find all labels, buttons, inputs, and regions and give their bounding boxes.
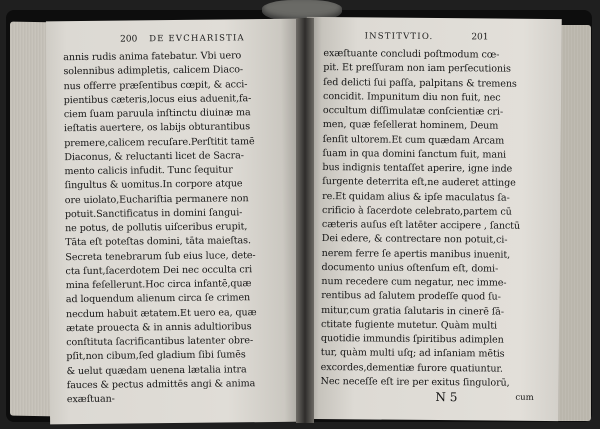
text-line: exæſtuante concludi poſtmodum cœ- <box>323 48 500 61</box>
text-line: Nec neceſſe eſt ire per exitus ſingulorū, <box>320 375 510 389</box>
left-page-number: 200 <box>120 34 138 45</box>
left-running-head <box>120 33 245 44</box>
text-line: mento calicis infudit. Tunc ſequitur <box>64 164 233 178</box>
text-line: Diaconus, & reluctanti licet de Sacra- <box>64 150 244 163</box>
text-line: Dei edere, & contrectare non potuit,ci- <box>321 233 508 246</box>
left-running-title: DE EVCHARISTIA <box>149 33 245 45</box>
text-line: ad loquendum alienum circa ſe crimen <box>65 292 251 306</box>
text-line: ieſtatis auertere, os labijs obturantibus <box>63 121 251 135</box>
text-line: ſenſit ultorem.Et cum quædam Arcam <box>322 133 505 147</box>
text-line: tur, quàm multi uſq; ad inſaniam mētis <box>320 347 505 360</box>
text-line: exæſtuan- <box>66 393 115 406</box>
text-line: occultum diſſimulatæ conſcientiæ cri- <box>322 105 504 118</box>
text-line: bus indignis tentaſſet aperire, igne inde <box>322 162 513 175</box>
right-page-number: 201 <box>471 32 489 43</box>
text-line: nerem ferre ſe apertis manibus inuenit, <box>321 247 511 261</box>
text-line: premere,calicem recuſare.Perſtitit tamē <box>64 135 255 149</box>
text-line: ore uiolato,Euchariſtia permanere non <box>64 192 249 206</box>
text-line: cta ſunt,ſacerdotem Dei nec occulta cri <box>65 263 253 277</box>
left-page-text <box>63 49 257 407</box>
text-line: ſuam in qua domini ſanctum fuit, mani <box>322 147 507 161</box>
text-line: num recedere cum negatur, nec imme- <box>321 276 507 289</box>
text-line: pientibus cæteris,locus eius aduenit,fa- <box>63 92 252 106</box>
text-line: excordes,dementiæ furore quatiuntur. <box>320 361 503 375</box>
text-line: nus offerre præſentibus cœpit, & acci- <box>63 78 248 92</box>
text-line: ctitate fugiente mutetur. Quàm multi <box>321 318 498 332</box>
left-page <box>46 19 305 425</box>
text-line: ſed delicti ſui paſſa, palpitans & tremens <box>323 76 517 90</box>
text-line: concidit. Impunitum diu non fuit, nec <box>323 90 501 104</box>
text-line: fauces & pectus admittēs angi & anima <box>66 377 256 391</box>
text-line: re.Et quidam alius & ipſe maculatus ſa- <box>322 190 510 204</box>
text-line: ne potus, de pollutis uiſceribus erupit, <box>65 221 248 235</box>
signature-mark: N 5 <box>435 390 458 405</box>
text-line: mina feſellerunt.Hoc circa infantē,quæ <box>65 278 252 292</box>
text-line: documento unius oſtenſum eſt, domi- <box>321 261 499 275</box>
right-running-head <box>365 31 489 42</box>
book-gutter <box>296 18 314 423</box>
text-line: & uelut quædam uenena lætalia intra <box>66 363 247 377</box>
text-line: ætate prouecta & in annis adultioribus <box>66 320 252 334</box>
text-line: ſurgente deterrita eſt,ne auderet attinge <box>322 176 516 189</box>
right-running-title: INSTITVTIO. <box>364 31 434 43</box>
text-line: quotidie immundis ſpiritibus adimplen <box>320 333 504 346</box>
right-page <box>303 17 561 421</box>
text-line: ciem ſuam paruula inſtinctu diuinæ ma <box>63 107 251 121</box>
catchword: cum <box>515 392 534 403</box>
text-line: Secreta tenebrarum ſub eius luce, dete- <box>65 249 256 263</box>
text-line: crificio à ſacerdote celebrato,partem cū <box>322 204 512 218</box>
text-line: potuit.Sanctificatus in domini ſangui- <box>64 207 243 220</box>
text-line: rentibus ad ſalutem prodeſſe quod ſu- <box>321 290 501 303</box>
text-line: necdum habuit ætatem.Et uero ea, quæ <box>65 306 257 320</box>
text-line: men, quæ feſellerat hominem, Deum <box>322 119 499 132</box>
text-line: conſtituta ſacrificantibus latenter obre- <box>66 335 254 349</box>
text-line: mitur,cum gratia ſalutaris in cinerē ſā- <box>321 304 505 318</box>
text-line: pſit,non cibum,ſed gladium ſibi ſumēs <box>66 349 246 363</box>
text-line: solennibus adimpletis, calicem Diaco- <box>63 64 244 78</box>
text-line: ſingultus & uomitus.In corpore atque <box>64 178 243 192</box>
text-line: pit. Et preſſuram non iam perſecutionis <box>323 62 511 75</box>
text-line: cæteris auſus eſt latēter accipere , ſanctū <box>321 219 521 232</box>
right-page-text <box>321 47 522 391</box>
text-line: annis rudis anima fatebatur. Vbi uero <box>63 50 242 64</box>
text-line: Tāta eſt poteſtas domini, tāta maieſtas. <box>65 235 251 249</box>
